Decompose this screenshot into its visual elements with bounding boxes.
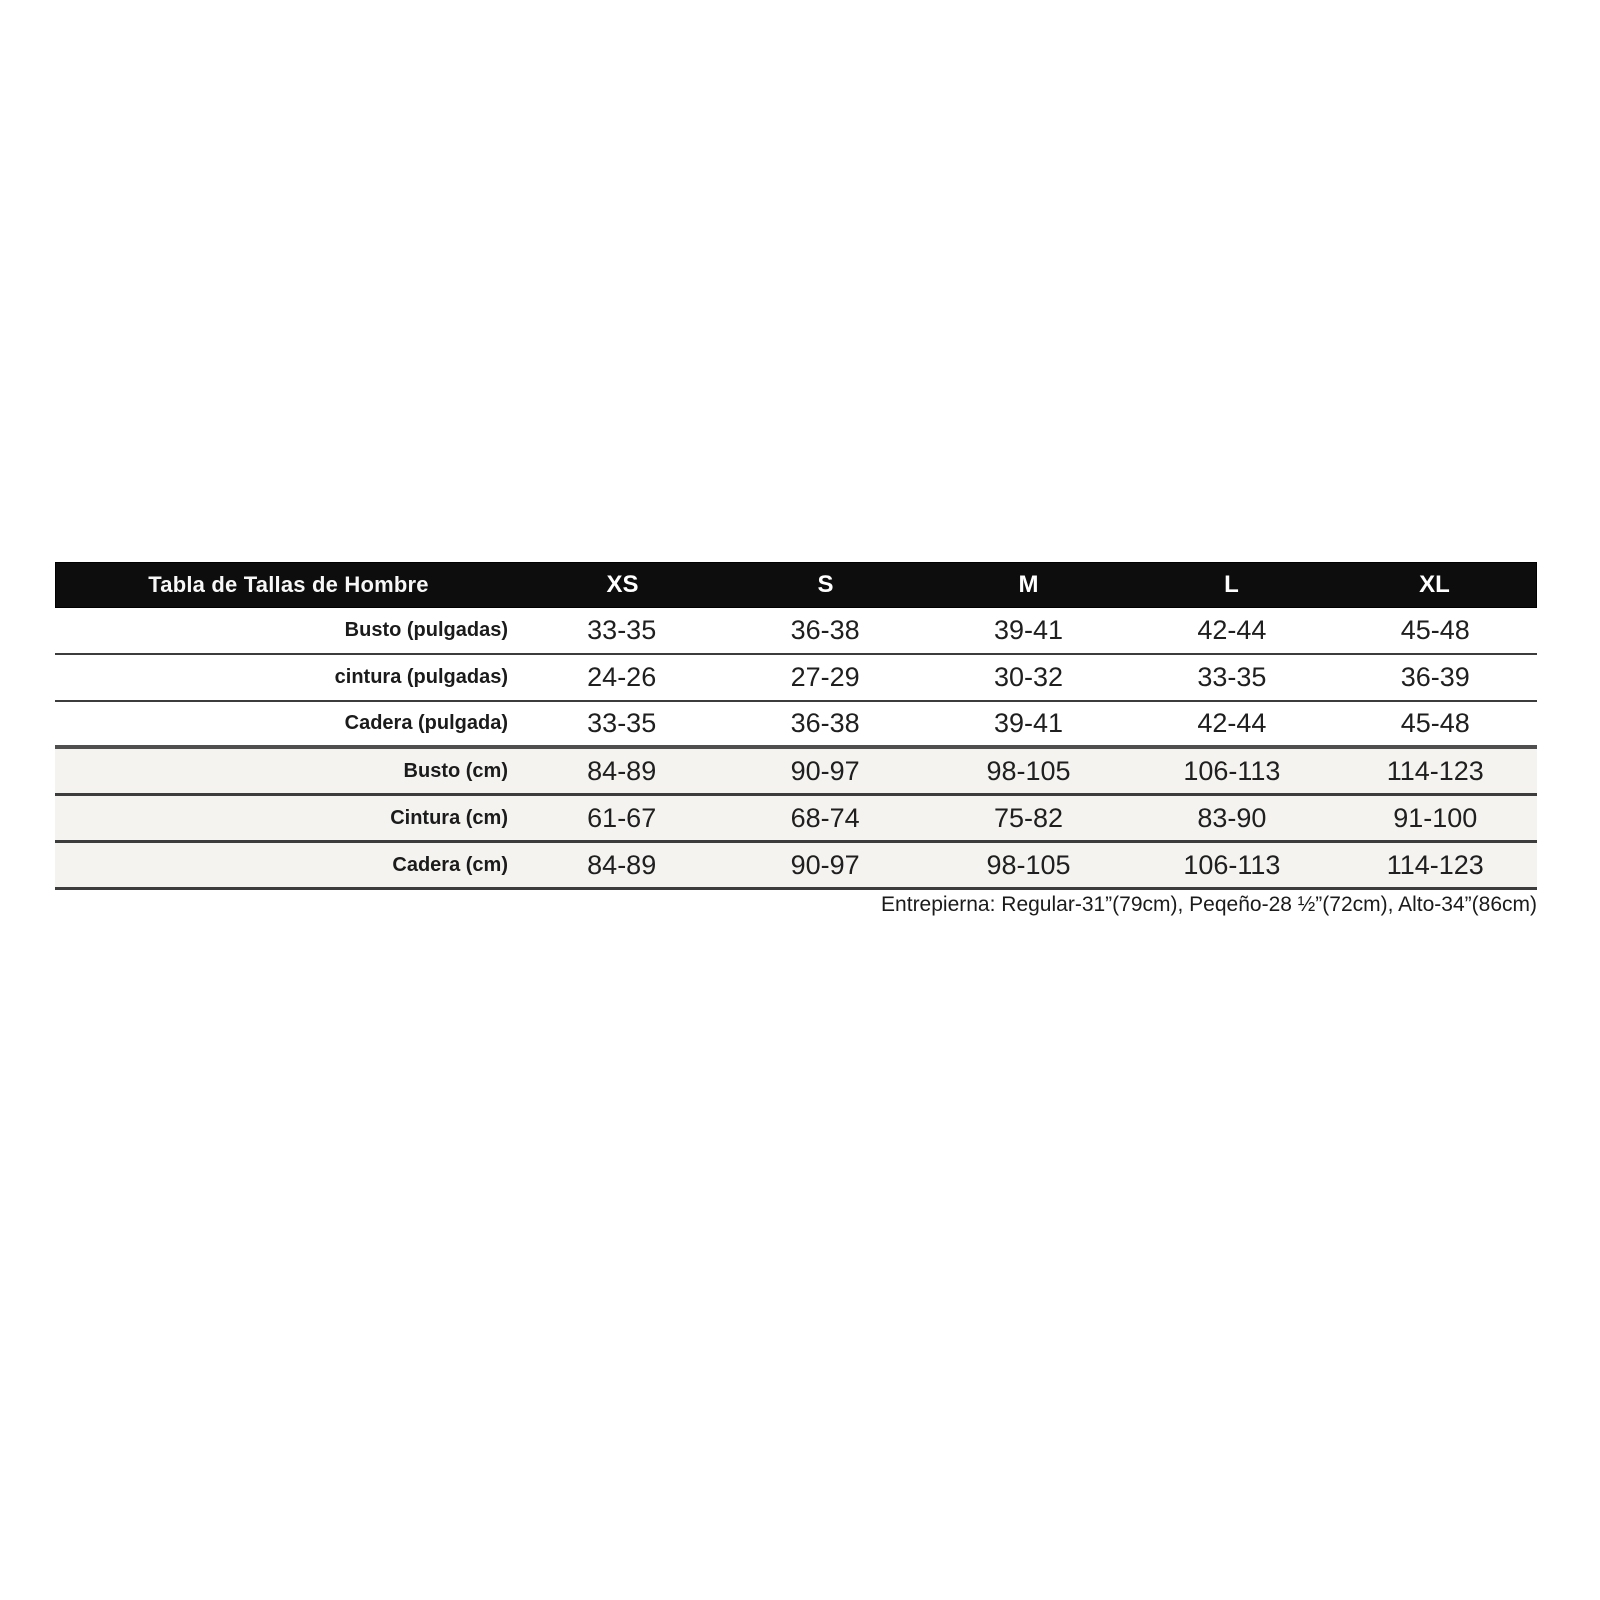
row-label: cintura (pulgadas) <box>334 666 508 688</box>
cell-value: 90-97 <box>790 755 860 786</box>
column-header-l: L <box>1224 571 1239 598</box>
cell-value: 106-113 <box>1183 755 1281 786</box>
cell-value: 39-41 <box>993 615 1064 645</box>
column-header-xl: XL <box>1419 571 1450 598</box>
cell-value: 30-32 <box>993 662 1064 692</box>
column-header-m: M <box>1018 571 1039 598</box>
row-label: Busto (cm) <box>403 759 508 782</box>
cell-value: 68-74 <box>790 802 860 833</box>
table-title: Tabla de Tallas de Hombre <box>148 572 429 597</box>
cell-value: 106-113 <box>1183 849 1281 880</box>
column-header-xs: XS <box>606 571 639 598</box>
table-header-row <box>55 562 1537 608</box>
table-row-cadera-cm <box>55 843 1537 890</box>
cell-value: 33-35 <box>587 708 657 738</box>
cell-value: 36-38 <box>790 708 860 738</box>
table-row-cadera-pulgada <box>55 702 1537 749</box>
row-label: Cadera (cm) <box>392 853 508 876</box>
cell-value: 84-89 <box>587 755 657 786</box>
cell-value: 36-39 <box>1400 662 1470 692</box>
cell-value: 90-97 <box>790 849 860 880</box>
cell-value: 98-105 <box>986 755 1071 786</box>
row-label: Cadera (pulgada) <box>344 712 508 734</box>
cell-value: 84-89 <box>587 849 657 880</box>
cell-value: 91-100 <box>1393 802 1478 833</box>
cell-value: 83-90 <box>1197 802 1267 833</box>
cell-value: 33-35 <box>587 615 657 645</box>
cell-value: 36-38 <box>790 615 860 645</box>
cell-value: 27-29 <box>790 662 860 692</box>
cell-value: 75-82 <box>993 802 1064 833</box>
cell-value: 45-48 <box>1400 615 1470 645</box>
cell-value: 39-41 <box>993 708 1064 738</box>
cell-value: 114-123 <box>1386 755 1484 786</box>
column-header-s: S <box>817 571 834 598</box>
table-row-busto-cm <box>55 749 1537 796</box>
table-row-cintura-pulgadas <box>55 655 1537 702</box>
row-label: Busto (pulgadas) <box>344 619 508 641</box>
cell-value: 114-123 <box>1386 849 1484 880</box>
table-row-busto-pulgadas <box>55 608 1537 655</box>
table-row-cintura-cm <box>55 796 1537 843</box>
cell-value: 33-35 <box>1197 662 1267 692</box>
size-chart-table <box>55 562 1537 890</box>
row-label: Cintura (cm) <box>390 806 508 829</box>
cell-value: 98-105 <box>986 849 1071 880</box>
cell-value: 42-44 <box>1197 708 1267 738</box>
cell-value: 42-44 <box>1197 615 1267 645</box>
cell-value: 24-26 <box>587 662 657 692</box>
inseam-footnote: Entrepierna: Regular-31”(79cm), Peqeño-28 ½”(72cm), Alto-34”(86cm) <box>881 893 1537 916</box>
cell-value: 61-67 <box>587 802 657 833</box>
cell-value: 45-48 <box>1400 708 1470 738</box>
